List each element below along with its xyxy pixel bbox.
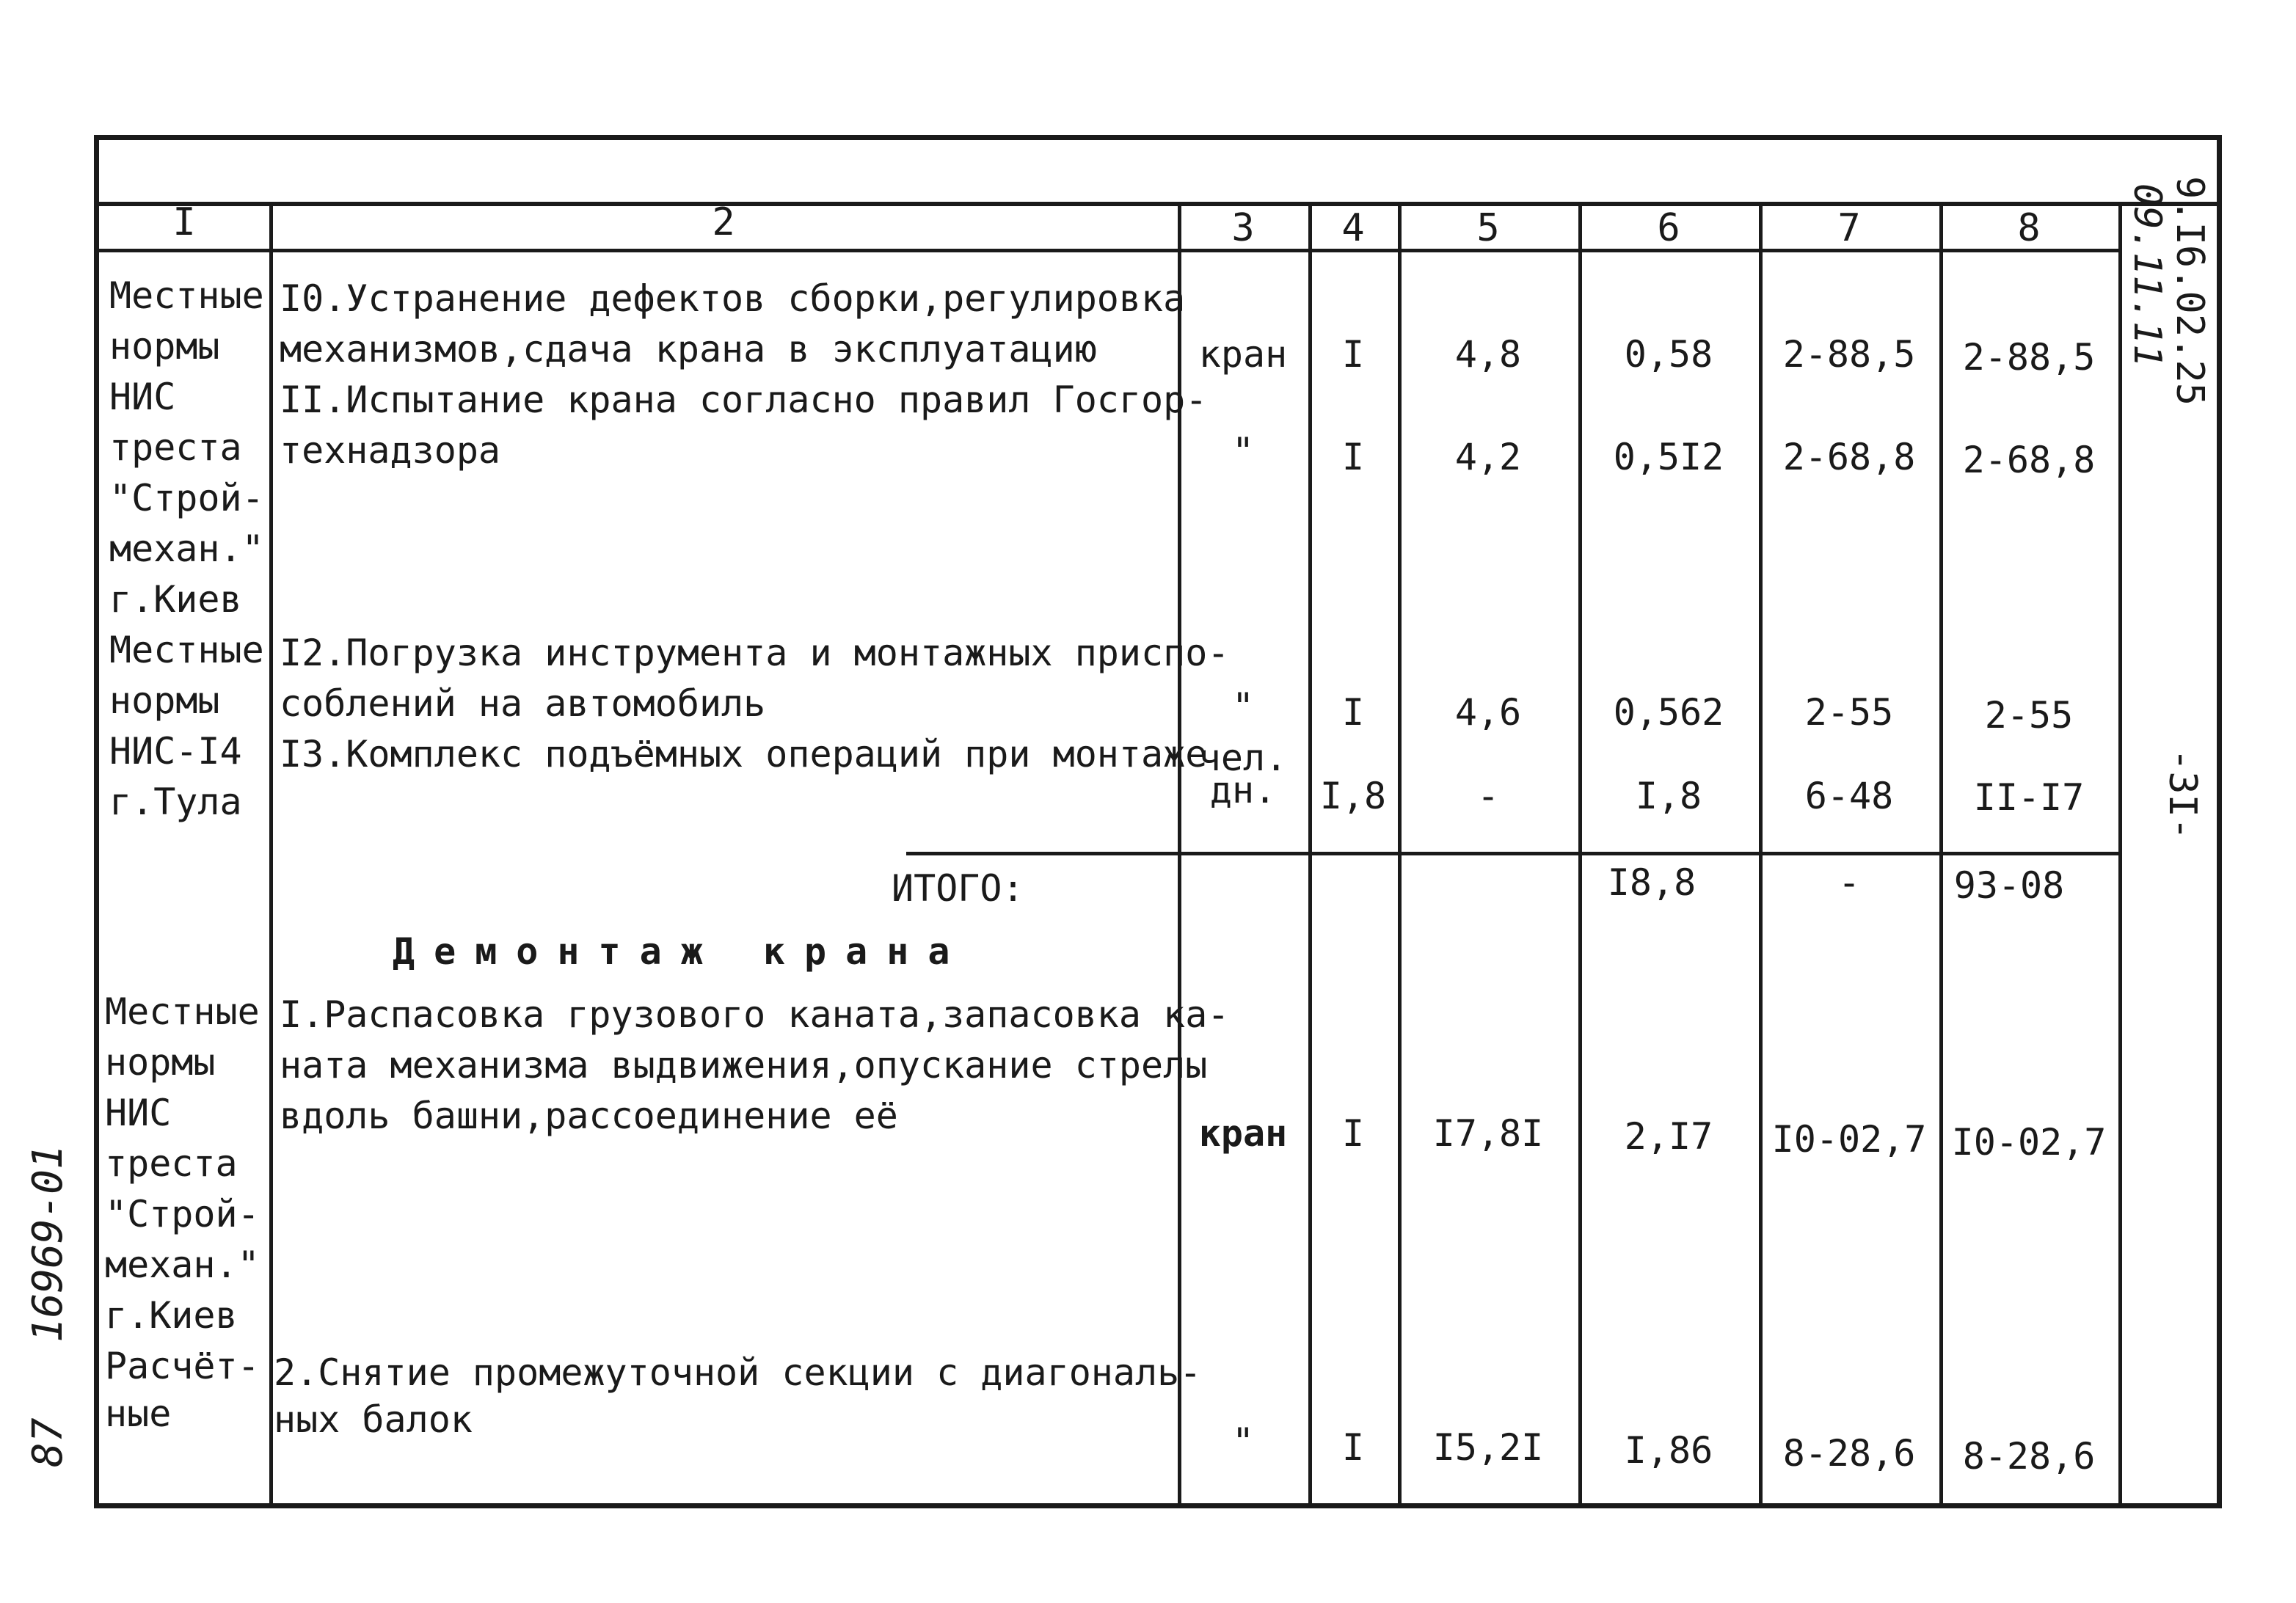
row-13-col5: - (1476, 775, 1500, 817)
norm-source-line: Местные (105, 990, 260, 1033)
margin-inventory-number: 16969-01 (24, 1144, 72, 1343)
norm-source-line: нормы (109, 679, 220, 722)
column-divider-8 (2118, 202, 2122, 1503)
norm-source-line: ные (105, 1392, 172, 1435)
norm-source-line: НИС-I4 (109, 730, 242, 773)
norm-source-line: "Строй- (109, 477, 264, 519)
row-11-col7: 2-68,8 (1782, 436, 1916, 478)
operation-11-line-1: II.Испытание крана согласно правил Госгор- (280, 379, 1208, 421)
row-13-unit: чел. дн. (1198, 737, 1288, 811)
row-12-unit: " (1231, 685, 1255, 728)
dismantle-2-col6: I,86 (1624, 1429, 1713, 1472)
dismantle-1-col5: I7,8I (1432, 1112, 1544, 1155)
operation-10-line-2: механизмов,сдача крана в эксплуатацию (280, 328, 1097, 370)
dismantle-1-unit: кран (1198, 1112, 1288, 1155)
total-col6: I8,8 (1607, 861, 1697, 904)
total-top-rule (906, 852, 2118, 855)
row-13-quantity: I,8 (1319, 775, 1387, 817)
norm-source-line: НИС (105, 1092, 172, 1134)
norm-source-line: треста (105, 1142, 238, 1185)
row-10-col7: 2-88,5 (1782, 333, 1916, 376)
dismantle-1-col7: I0-02,7 (1771, 1118, 1927, 1161)
norm-source-line: треста (109, 426, 242, 469)
row-10-quantity: I (1341, 333, 1365, 376)
row-12-quantity: I (1341, 691, 1365, 734)
norm-source-line: Расчёт- (105, 1345, 260, 1387)
row-12-col8: 2-55 (1984, 694, 2074, 737)
operation-11-line-2: технадзора (280, 429, 501, 472)
norm-source-line: г.Киев (109, 578, 242, 621)
row-12-col6: 0,562 (1613, 691, 1724, 734)
dismantle-1-line-1: I.Распасовка грузового каната,запасовка ка- (280, 993, 1230, 1036)
document-frame (94, 135, 2222, 1508)
column-divider-1 (269, 202, 273, 1503)
norm-source-line: нормы (105, 1041, 216, 1084)
section-title: Демонтаж крана (393, 930, 969, 973)
row-10-col6: 0,58 (1624, 333, 1713, 376)
norm-source-line: г.Киев (105, 1294, 238, 1337)
norm-source-line: Местные (109, 274, 264, 317)
row-13-col6: I,8 (1635, 775, 1702, 817)
dismantle-1-quantity: I (1341, 1112, 1365, 1155)
dismantle-2-line-2: ных балок (274, 1398, 473, 1441)
dismantle-2-unit: " (1231, 1420, 1255, 1463)
norm-source-line: механ." (105, 1244, 260, 1286)
operation-10-line-1: I0.Устранение дефектов сборки,регулировка (280, 277, 1186, 320)
margin-document-code: 9.I6.02.25 (2168, 176, 2212, 406)
operation-13-line-1: I3.Комплекс подъёмных операций при монтаже (280, 733, 1208, 775)
row-12-col5: 4,6 (1454, 691, 1522, 734)
norm-source-line: НИС (109, 376, 176, 418)
dismantle-1-col8: I0-02,7 (1951, 1121, 2107, 1164)
dismantle-1-line-3: вдоль башни,рассоединение её (280, 1095, 898, 1137)
norm-source-line: г.Тула (109, 781, 242, 823)
dismantle-1-line-2: ната механизма выдвижения,опускание стрелы (280, 1044, 1208, 1087)
row-13-col8: II-I7 (1973, 776, 2085, 819)
row-10-unit: кран (1198, 333, 1288, 376)
row-13-col7: 6-48 (1804, 775, 1894, 817)
header-col-5: 5 (1476, 206, 1500, 250)
row-11-col8: 2-68,8 (1962, 439, 2096, 481)
total-col7: - (1837, 861, 1861, 904)
norm-source-line: "Строй- (105, 1193, 260, 1235)
row-11-col6: 0,5I2 (1613, 436, 1724, 478)
header-col-6: 6 (1657, 206, 1680, 250)
norm-source-line: Местные (109, 629, 264, 671)
header-col-7: 7 (1837, 206, 1861, 250)
norm-source-line: нормы (109, 325, 220, 368)
dismantle-1-col6: 2,I7 (1624, 1115, 1713, 1158)
dismantle-2-line-1: 2.Снятие промежуточной секции с диагональ- (274, 1351, 1202, 1394)
operation-12-line-2: соблений на автомобиль (280, 682, 766, 725)
dismantle-2-col7: 8-28,6 (1782, 1432, 1916, 1475)
dismantle-2-col5: I5,2I (1432, 1426, 1544, 1469)
dismantle-2-quantity: I (1341, 1426, 1365, 1469)
header-col-8: 8 (2017, 206, 2041, 250)
row-11-quantity: I (1341, 436, 1365, 478)
row-10-col8: 2-88,5 (1962, 336, 2096, 379)
header-col-1: I (172, 200, 196, 244)
row-11-unit: " (1231, 430, 1255, 472)
header-col-4: 4 (1341, 206, 1365, 250)
norm-source-line: механ." (109, 527, 264, 570)
header-col-2: 2 (712, 200, 735, 244)
row-12-col7: 2-55 (1804, 691, 1894, 734)
operation-12-line-1: I2.Погрузка инструмента и монтажных приспо- (280, 632, 1230, 674)
dismantle-2-col8: 8-28,6 (1962, 1435, 2096, 1478)
total-col8: 93-08 (1953, 864, 2065, 907)
margin-page-number: -3I- (2160, 748, 2204, 841)
row-10-col5: 4,8 (1454, 333, 1522, 376)
margin-date: 09.11.11 (2125, 183, 2169, 368)
margin-sheet-number: 87 (24, 1417, 72, 1467)
row-11-col5: 4,2 (1454, 436, 1522, 478)
total-label: ИТОГО: (892, 867, 1024, 910)
header-col-3: 3 (1231, 206, 1255, 250)
